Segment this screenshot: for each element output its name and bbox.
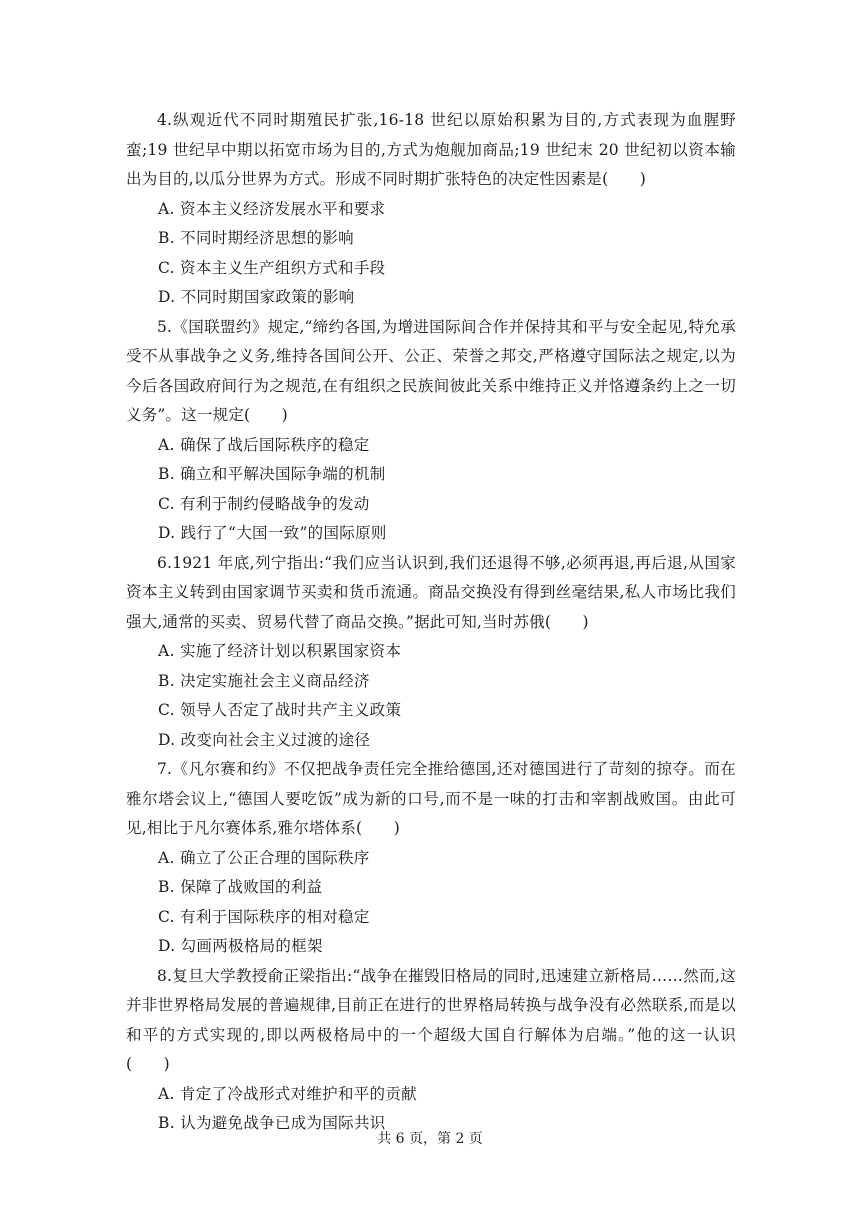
option-b: B. 决定实施社会主义商品经济: [158, 671, 370, 690]
question-stem: 7.《凡尔赛和约》不仅把战争责任完全推给德国,还对德国进行了苛刻的掠夺。而在雅尔塔会议上,“德国人要吃饭”成为新的口号,而不是一味的打击和宰割战败国。由此可见,相比于凡尔赛体系,雅尔塔体系( ): [126, 760, 736, 837]
question-4: [126, 106, 736, 313]
option-a: A. 确保了战后国际秩序的稳定: [158, 435, 370, 454]
option-d: D. 勾画两极格局的框架: [158, 937, 323, 955]
option-b: B. 保障了战败国的利益: [158, 878, 323, 896]
option-c: C. 有利于制约侵略战争的发动: [158, 494, 370, 513]
option-list: [126, 431, 736, 549]
option-list: [126, 195, 736, 313]
option-c: C. 有利于国际秩序的相对稳定: [158, 907, 370, 926]
question-stem: 5.《国联盟约》规定,“缔约各国,为增进国际间合作并保持其和平与安全起见,特允承受不从事战争之义务,维持各国间公开、公正、荣誉之邦交,严格遵守国际法之规定,以为今后各国政府间行为之规范,在有组织之民族间彼此关系中维持正义并恪遵条约上之一切义务”。这一规定( ): [126, 317, 736, 424]
option-a: A. 资本主义经济发展水平和要求: [158, 199, 386, 218]
option-b: B. 确立和平解决国际争端的机制: [158, 465, 386, 483]
question-stem: 8.复旦大学教授俞正梁指出:“战争在摧毁旧格局的同时,迅速建立新格局……然而,这并非世界格局发展的普遍规律,目前正在进行的世界格局转换与战争没有必然联系,而是以和平的方式实现的,即以两极格局中的一个超级大国自行解体为启端。”他的这一认识( ): [126, 966, 736, 1073]
question-list: [126, 106, 736, 1139]
option-c: C. 领导人否定了战时共产主义政策: [158, 701, 402, 719]
question-7: [126, 755, 736, 962]
option-b: B. 认为避免战争已成为国际共识: [158, 1114, 386, 1132]
question-5: [126, 313, 736, 549]
option-d: D. 改变向社会主义过渡的途径: [158, 730, 371, 749]
page-footer: 共 6 页，第 2 页: [377, 1131, 483, 1147]
option-list: [126, 637, 736, 755]
question-stem: 4.纵观近代不同时期殖民扩张,16-18 世纪以原始积累为目的,方式表现为血腥野蛮;19 世纪早中期以拓宽市场为目的,方式为炮舰加商品;19 世纪末 20 世纪初以资本输出为目的,以瓜分世界为方式。形成不同时期扩张特色的决定性因素是( ): [126, 111, 736, 188]
question-6: [126, 549, 736, 756]
option-a: A. 确立了公正合理的国际秩序: [158, 848, 370, 867]
option-b: B. 不同时期经济思想的影响: [158, 229, 354, 247]
option-list: [126, 844, 736, 962]
option-c: C. 资本主义生产组织方式和手段: [158, 258, 386, 277]
option-a: A. 肯定了冷战形式对维护和平的贡献: [158, 1084, 417, 1103]
question-8: [126, 962, 736, 1139]
option-d: D. 不同时期国家政策的影响: [158, 288, 355, 306]
option-a: A. 实施了经济计划以积累国家资本: [158, 642, 402, 660]
question-stem: 6.1921 年底,列宁指出:“我们应当认识到,我们还退得不够,必须再退,再后退,从国家资本主义转到由国家调节买卖和货币流通。商品交换没有得到丝毫结果,私人市场比我们强大,通常的买卖、贸易代替了商品交换。”据此可知,当时苏俄( ): [126, 553, 736, 631]
option-d: D. 践行了“大国一致”的国际原则: [158, 524, 387, 542]
